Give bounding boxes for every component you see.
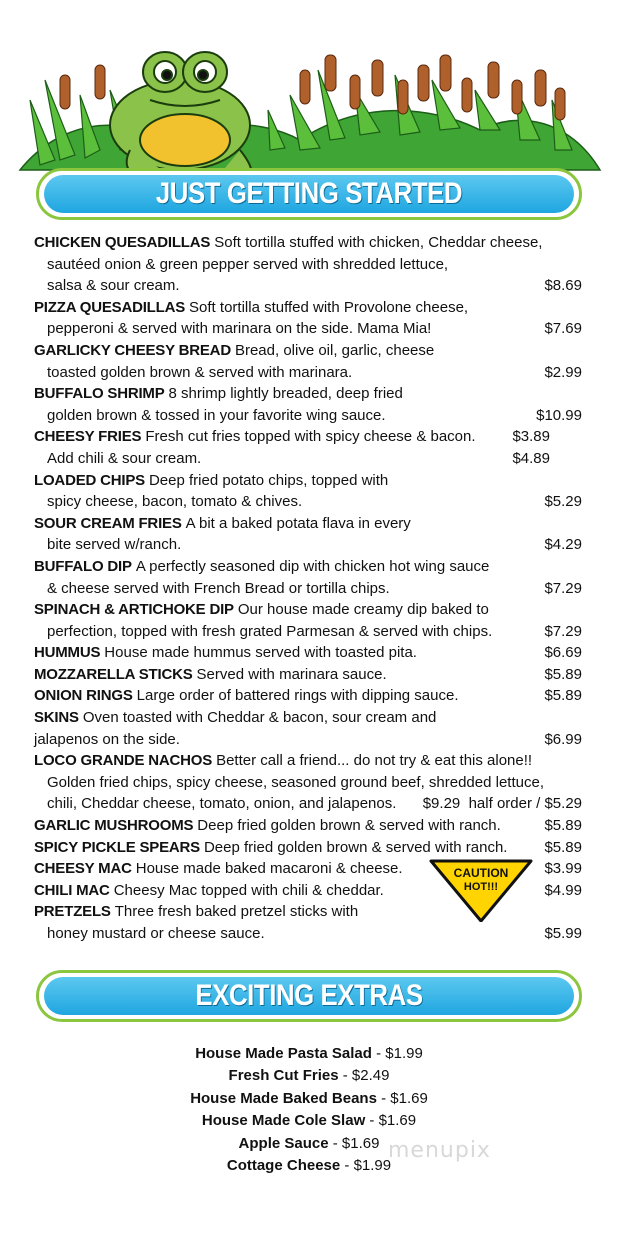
menu-item-row — [34, 513, 586, 535]
menu-item-price: $4.99 — [544, 881, 582, 899]
section-title: JUST GETTING STARTED — [155, 177, 463, 210]
menu-item-description: Soft tortilla stuffed with Provolone cheese, — [189, 298, 469, 316]
caution-text: CAUTION — [453, 866, 509, 880]
menu-item-name: GARLICKY CHEESY BREAD — [34, 341, 231, 359]
menu-item-description: Three fresh baked pretzel sticks with — [114, 903, 359, 921]
menu-item-name: CHILI MAC — [34, 881, 110, 899]
menu-item-description: Golden fried chips, spicy cheese, seasoned ground beef, shredded lettuce, — [47, 773, 544, 791]
menu-item-description: Deep fried potato chips, topped with — [148, 471, 389, 489]
menu-item-name: CHEESY MAC — [34, 860, 132, 878]
menu-item-description: A bit a baked potata flava in every — [185, 514, 411, 532]
menu-item-description: Fresh cut fries topped with spicy cheese & bacon. — [145, 428, 476, 446]
extra-item: Apple Sauce - $1.69 — [238, 1134, 380, 1152]
menu-item-row — [34, 642, 586, 664]
extra-item-name: House Made Baked Beans — [190, 1089, 377, 1107]
menu-item-price: $5.89 — [544, 817, 582, 835]
menu-item-row — [34, 578, 586, 600]
menu-item-price: $7.29 — [544, 579, 582, 597]
menu-item-price: $5.99 — [544, 925, 582, 942]
menu-item-row — [34, 707, 586, 729]
menu-item-price: $9.29 half order / $5.29 — [422, 795, 582, 813]
menu-item-row — [34, 621, 586, 643]
extra-item-name: House Made Cole Slaw — [201, 1112, 366, 1130]
menu-item-price: $6.69 — [544, 644, 582, 662]
menu-item-description: spicy cheese, bacon, tomato & chives. — [47, 493, 303, 511]
extra-item-name: Cottage Cheese — [226, 1156, 341, 1174]
menu-item-description: House made hummus served with toasted pita. — [104, 644, 417, 662]
menu-item-description: Our house made creamy dip baked to — [237, 601, 489, 619]
menu-item-row — [34, 405, 586, 427]
menu-item-name: HUMMUS — [34, 644, 101, 662]
menu-item-row — [34, 729, 586, 751]
menu-item-description: salsa & sour cream. — [47, 277, 180, 295]
extra-item-price: $1.69 — [390, 1089, 428, 1107]
section-title: EXCITING EXTRAS — [195, 979, 423, 1012]
menu-item-row — [34, 556, 586, 578]
menu-item-name: GARLIC MUSHROOMS — [34, 817, 194, 835]
menu-item-row — [34, 664, 586, 686]
section-banner-starters — [36, 168, 582, 220]
menu-item-row — [34, 923, 586, 945]
section-banner-extras — [36, 970, 582, 1022]
menu-item-name: SPINACH & ARTICHOKE DIP — [34, 601, 234, 619]
menu-item-name: MOZZARELLA STICKS — [34, 665, 193, 683]
menu-item-price: $4.29 — [544, 536, 582, 554]
menu-item-name: SKINS — [34, 709, 79, 727]
menu-item-price: $5.89 — [544, 687, 582, 705]
menu-item-description: 8 shrimp lightly breaded, deep fried — [168, 385, 403, 403]
extra-item-price: $1.99 — [385, 1045, 423, 1062]
menu-item-name: SPICY PICKLE SPEARS — [34, 838, 200, 856]
extra-item: Cottage Cheese - $1.99 — [226, 1156, 392, 1174]
menu-item-description: sautéed onion & green pepper served with shredded lettuce, — [47, 255, 449, 273]
extra-item-name: House Made Pasta Salad — [195, 1045, 372, 1062]
menu-item-description: Deep fried golden brown & served with ranch. — [197, 817, 501, 835]
menu-item-description: golden brown & tossed in your favorite wing sauce. — [47, 406, 386, 424]
menu-item-name: LOADED CHIPS — [34, 471, 145, 489]
menu-item-description: Better call a friend... do not try & eat this alone!! — [216, 752, 533, 770]
menu-item-row — [34, 275, 586, 297]
menu-item-price: $5.89 — [544, 665, 582, 683]
menu-item-row — [34, 837, 586, 859]
menu-item-description: honey mustard or cheese sauce. — [47, 925, 265, 942]
menu-item-description: & cheese served with French Bread or tortilla chips. — [47, 579, 390, 597]
menu-item-row — [34, 383, 586, 405]
menu-item-price: $10.99 — [536, 406, 582, 424]
extra-item-price: $1.99 — [353, 1156, 392, 1174]
menu-item-description: Large order of battered rings with dipping sauce. — [136, 687, 459, 705]
menu-item-price: $5.89 — [544, 838, 582, 856]
menu-item-name: LOCO GRANDE NACHOS — [34, 752, 213, 770]
menu-item-description: Cheesy Mac topped with chili & cheddar. — [113, 881, 384, 899]
extra-item: House Made Baked Beans - $1.69 — [190, 1089, 428, 1107]
starters-list — [34, 232, 586, 945]
menu-item-description: Bread, olive oil, garlic, cheese — [234, 341, 435, 359]
menu-item-name: BUFFALO SHRIMP — [34, 385, 165, 403]
menu-item-row — [34, 426, 586, 448]
menu-item-name: ONION RINGS — [34, 687, 133, 705]
menu-item-description: pepperoni & served with marinara on the side. Mama Mia! — [47, 320, 432, 338]
menu-item-description: Add chili & sour cream. — [47, 449, 202, 467]
menu-item-row — [34, 772, 586, 794]
extra-item-price: $1.69 — [378, 1112, 417, 1130]
menu-item-row — [34, 340, 586, 362]
menu-item-price: $5.29 — [544, 493, 582, 511]
menu-item-description: Served with marinara sauce. — [196, 665, 387, 683]
menu-item-description: jalapenos on the side. — [34, 730, 180, 748]
menu-item-name: SOUR CREAM FRIES — [34, 514, 182, 532]
extra-item-price: $2.49 — [351, 1067, 390, 1085]
caution-hot-sign — [428, 858, 534, 922]
menu-item-row — [34, 297, 586, 319]
extra-item: Fresh Cut Fries - $2.49 — [228, 1067, 390, 1085]
menu-item-description: Oven toasted with Cheddar & bacon, sour cream and — [82, 709, 437, 727]
extra-item: House Made Pasta Salad - $1.99 — [195, 1045, 423, 1062]
menu-item-description: Soft tortilla stuffed with chicken, Cheddar cheese, — [214, 234, 543, 251]
menu-item-price: $7.69 — [544, 320, 582, 338]
menu-item-price: $4.89 — [512, 449, 550, 467]
menu-item-row — [34, 534, 586, 556]
menu-item-row — [34, 815, 586, 837]
caution-hot-text: HOT!!! — [463, 881, 499, 893]
menu-item-price: $8.69 — [544, 277, 582, 295]
menu-item-price: $7.29 — [544, 622, 582, 640]
menu-item-description: Deep fried golden brown & served with ranch. — [203, 838, 508, 856]
extra-item-name: Apple Sauce — [238, 1134, 329, 1152]
menu-item-price: $2.99 — [544, 363, 582, 381]
menu-item-row — [34, 254, 586, 276]
menu-item-price: $3.99 — [544, 860, 582, 878]
menu-item-price: $3.89 — [512, 428, 550, 446]
menu-item-description: perfection, topped with fresh grated Parmesan & served with chips. — [47, 622, 493, 640]
menu-item-row — [34, 232, 586, 254]
menu-item-name: CHICKEN QUESADILLAS — [34, 234, 211, 251]
menu-item-name: PIZZA QUESADILLAS — [34, 298, 186, 316]
extras-list — [0, 1043, 618, 1177]
menu-item-row — [34, 685, 586, 707]
menu-item-description: toasted golden brown & served with marinara. — [47, 363, 353, 381]
menu-item-name: CHEESY FRIES — [34, 428, 142, 446]
menu-item-row — [34, 599, 586, 621]
menu-item-price: $6.99 — [544, 730, 582, 748]
menu-item-name: PRETZELS — [34, 903, 111, 921]
extra-item-price: $1.69 — [341, 1134, 380, 1152]
menu-item-description: chili, Cheddar cheese, tomato, onion, and jalapenos. — [47, 795, 397, 813]
menu-item-row — [34, 470, 586, 492]
watermark: menupix — [388, 1138, 491, 1163]
menu-item-description: House made baked macaroni & cheese. — [135, 860, 403, 878]
menu-item-row — [34, 448, 586, 470]
menu-item-row — [34, 750, 586, 772]
menu-item-row — [34, 362, 586, 384]
menu-item-row — [34, 793, 586, 815]
menu-item-description: A perfectly seasoned dip with chicken hot wing sauce — [135, 557, 490, 575]
extra-item: House Made Cole Slaw - $1.69 — [201, 1112, 417, 1130]
menu-item-row — [34, 318, 586, 340]
menu-item-name: BUFFALO DIP — [34, 557, 132, 575]
menu-item-row — [34, 491, 586, 513]
menu-item-description: bite served w/ranch. — [47, 536, 182, 554]
extra-item-name: Fresh Cut Fries — [228, 1067, 339, 1085]
